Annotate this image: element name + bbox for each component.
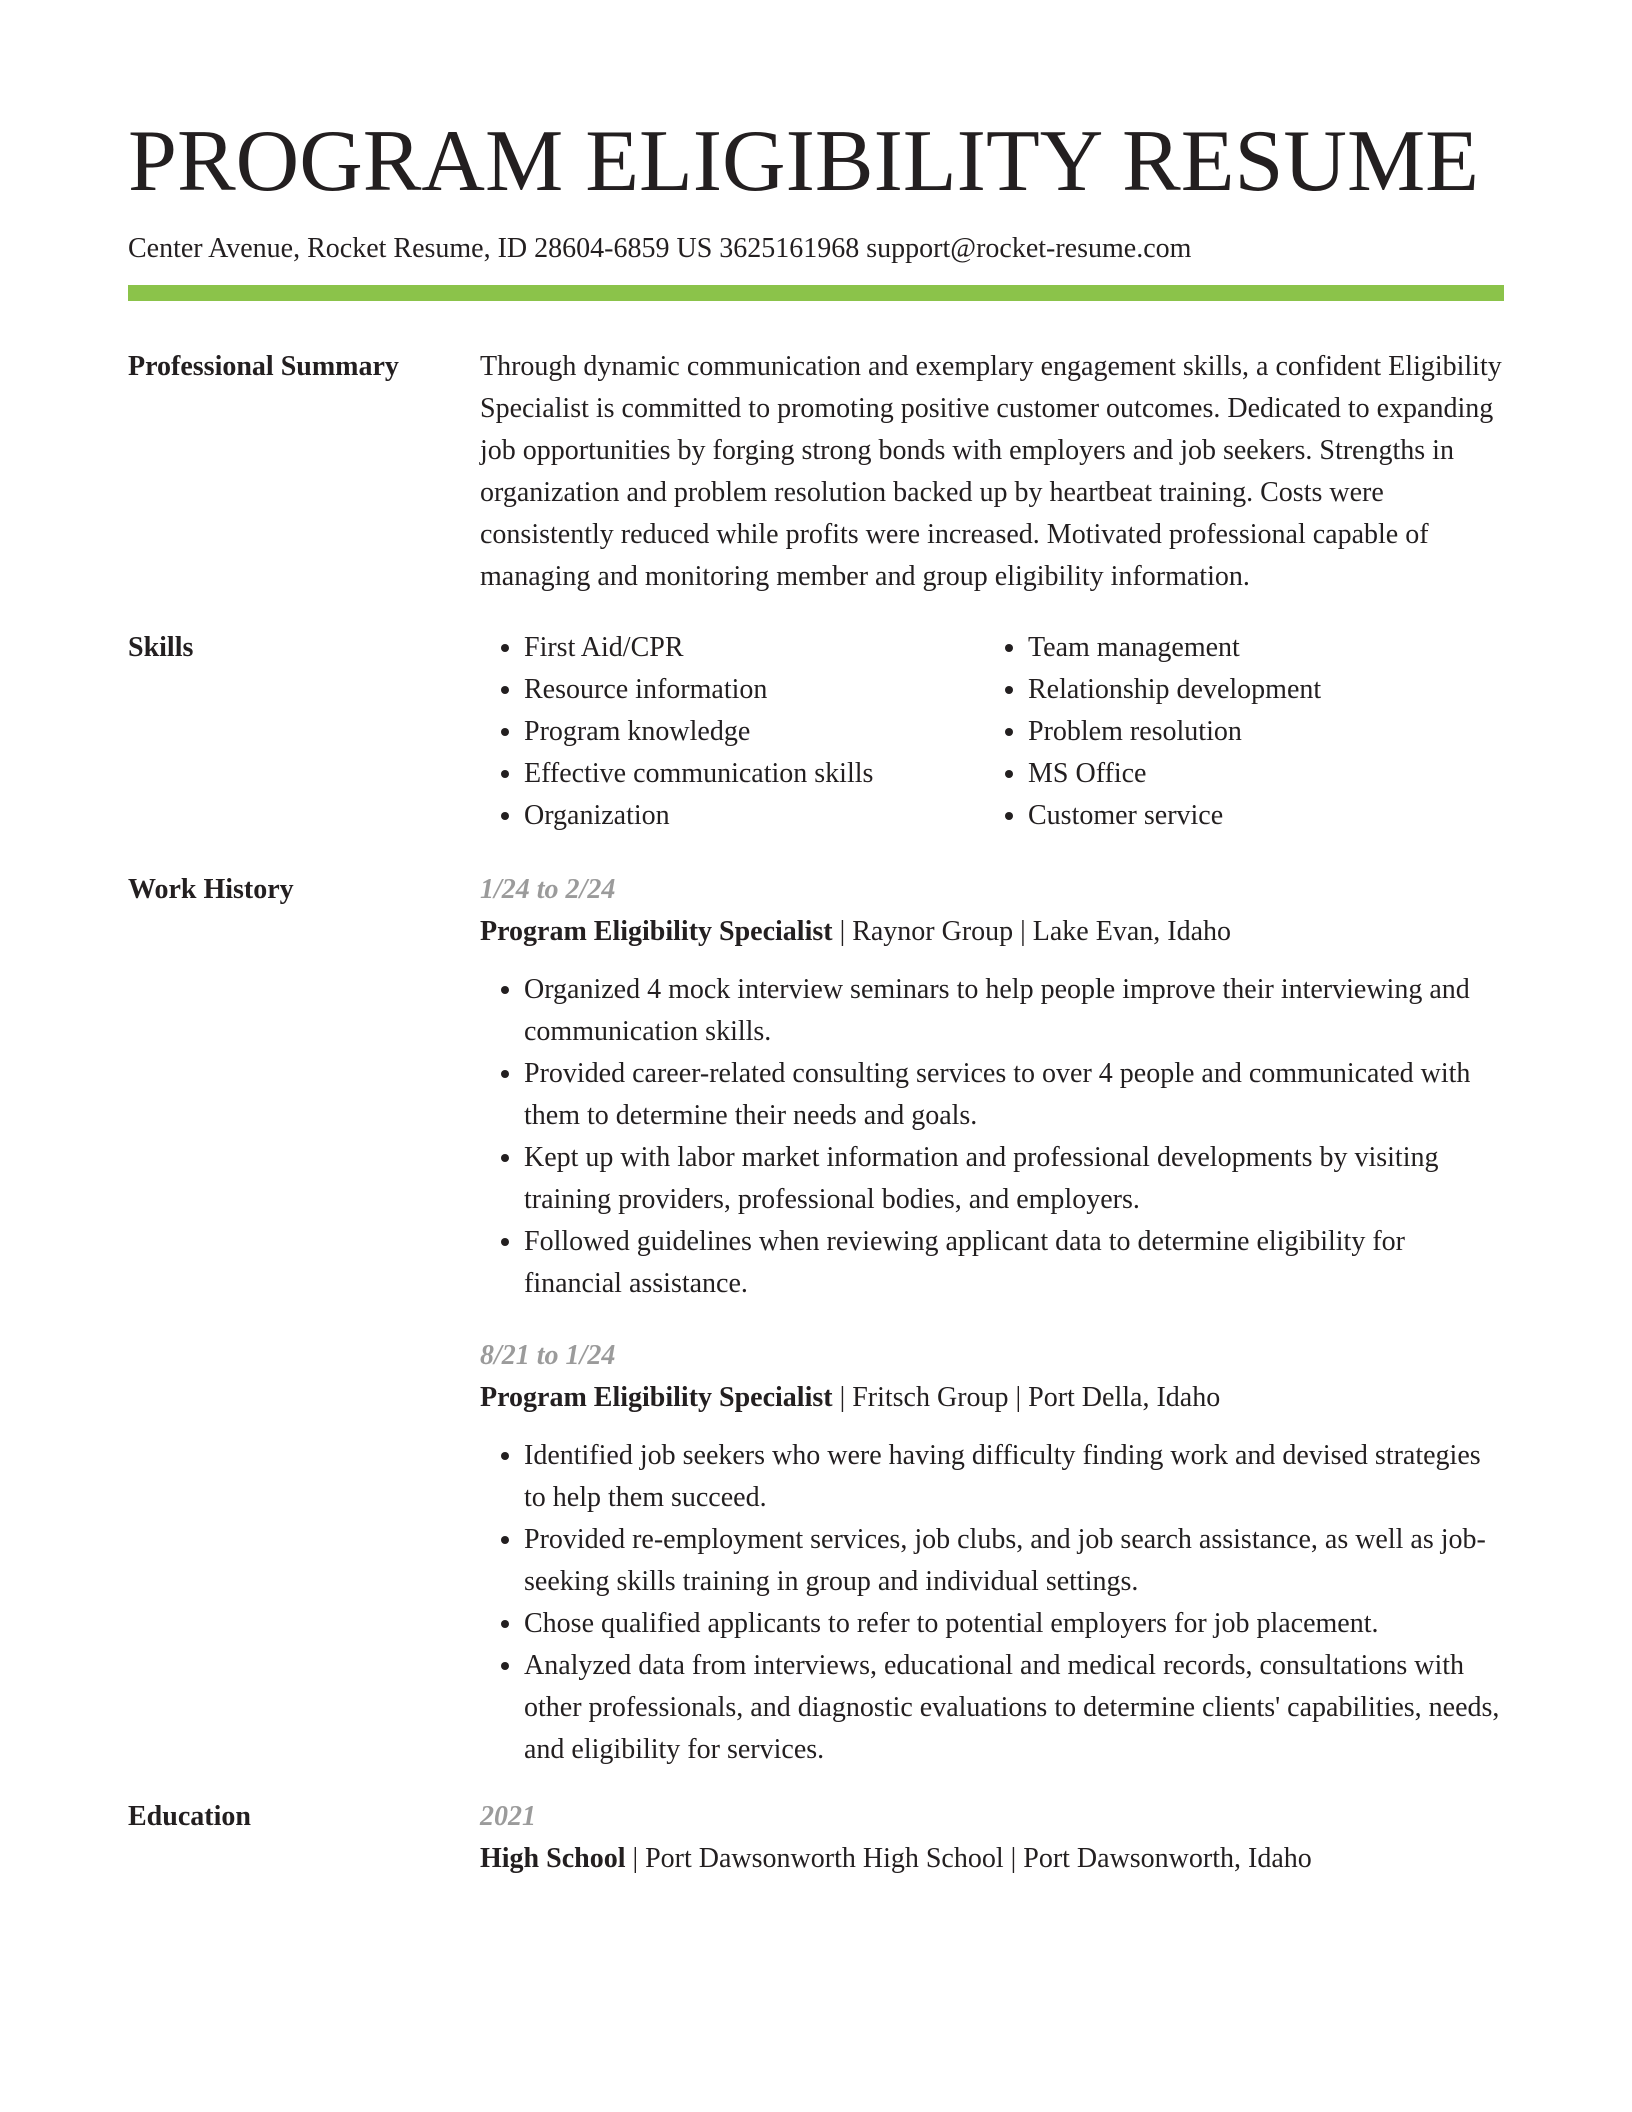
summary-body bbox=[480, 346, 1504, 598]
skill-item: • Problem resolution bbox=[1028, 711, 1488, 753]
education-body bbox=[480, 1796, 1504, 1880]
job-dates: 8/21 to 1/24 bbox=[480, 1340, 616, 1371]
skills-list-right bbox=[984, 627, 1488, 837]
job-bullet: • Provided re-employment services, job clubs, and job search assistance, as well as job-seeking skills training in group and individual settings. bbox=[524, 1519, 1504, 1603]
skill-item: • Customer service bbox=[1028, 795, 1488, 837]
job-bullet: • Organized 4 mock interview seminars to help people improve their interviewing and communication skills. bbox=[524, 969, 1504, 1053]
job-bullets bbox=[480, 1435, 1504, 1771]
skill-item: • Program knowledge bbox=[524, 711, 984, 753]
summary-text: Through dynamic communication and exemplary engagement skills, a confident Eligibility Specialist is committed to promoting positive customer outcomes. Dedicated to expanding job opportunities by forging strong bonds with employers and job seekers. Strengths in organization and problem resolution backed up by heartbeat training. Costs were consistently reduced while profits were increased. Motivated professional capable of managing and monitoring member and group eligibility information. bbox=[480, 351, 1502, 592]
skill-item: • Relationship development bbox=[1028, 669, 1488, 711]
job-bullet: • Provided career-related consulting services to over 4 people and communicated with them to determine their needs and goals. bbox=[524, 1053, 1504, 1137]
skill-item: • Team management bbox=[1028, 627, 1488, 669]
job-title-line bbox=[480, 1377, 1504, 1419]
contact-address: Center Avenue, Rocket Resume, ID 28604-6859 US bbox=[128, 233, 713, 264]
summary-heading: Professional Summary bbox=[128, 351, 399, 382]
education-year: 2021 bbox=[480, 1801, 536, 1832]
education-degree: High School bbox=[480, 1843, 626, 1874]
contact-email: support@rocket-resume.com bbox=[866, 233, 1192, 264]
job-entry bbox=[480, 1335, 1504, 1771]
skill-item: • First Aid/CPR bbox=[524, 627, 984, 669]
skills-grid bbox=[480, 627, 1504, 837]
job-bullet: • Chose qualified applicants to refer to potential employers for job placement. bbox=[524, 1603, 1504, 1645]
education-school-location: | Port Dawsonworth High School | Port Dawsonworth, Idaho bbox=[625, 1843, 1312, 1874]
skills-body bbox=[480, 627, 1504, 837]
education-heading: Education bbox=[128, 1801, 251, 1832]
job-bullet: • Identified job seekers who were having difficulty finding work and devised strategies to help them succeed. bbox=[524, 1435, 1504, 1519]
job-entry bbox=[480, 869, 1504, 1305]
job-title: Program Eligibility Specialist bbox=[480, 1382, 833, 1413]
education-line bbox=[480, 1838, 1504, 1880]
skill-item: • Resource information bbox=[524, 669, 984, 711]
job-bullets bbox=[480, 969, 1504, 1305]
work-history-heading: Work History bbox=[128, 874, 294, 905]
skills-list-left bbox=[480, 627, 984, 837]
job-title-line bbox=[480, 911, 1504, 953]
job-bullet: • Followed guidelines when reviewing applicant data to determine eligibility for financial assistance. bbox=[524, 1221, 1504, 1305]
header-divider bbox=[128, 285, 1504, 301]
skill-item: • MS Office bbox=[1028, 753, 1488, 795]
job-title: Program Eligibility Specialist bbox=[480, 916, 833, 947]
work-history-body bbox=[480, 869, 1504, 1771]
job-bullet: • Analyzed data from interviews, educational and medical records, consultations with other professionals, and diagnostic evaluations to determine clients' capabilities, needs, and eligibility for services. bbox=[524, 1645, 1504, 1771]
skill-item: • Effective communication skills bbox=[524, 753, 984, 795]
job-dates: 1/24 to 2/24 bbox=[480, 874, 616, 905]
contact-phone: 3625161968 bbox=[719, 233, 860, 264]
job-employer-location: | Raynor Group | Lake Evan, Idaho bbox=[832, 916, 1232, 947]
contact-line bbox=[128, 232, 1198, 266]
skills-heading: Skills bbox=[128, 632, 194, 663]
skill-item: • Organization bbox=[524, 795, 984, 837]
resume-title: PROGRAM ELIGIBILITY RESUME bbox=[128, 113, 1479, 210]
job-employer-location: | Fritsch Group | Port Della, Idaho bbox=[832, 1382, 1221, 1413]
job-bullet: • Kept up with labor market information and professional developments by visiting training providers, professional bodies, and employers. bbox=[524, 1137, 1504, 1221]
